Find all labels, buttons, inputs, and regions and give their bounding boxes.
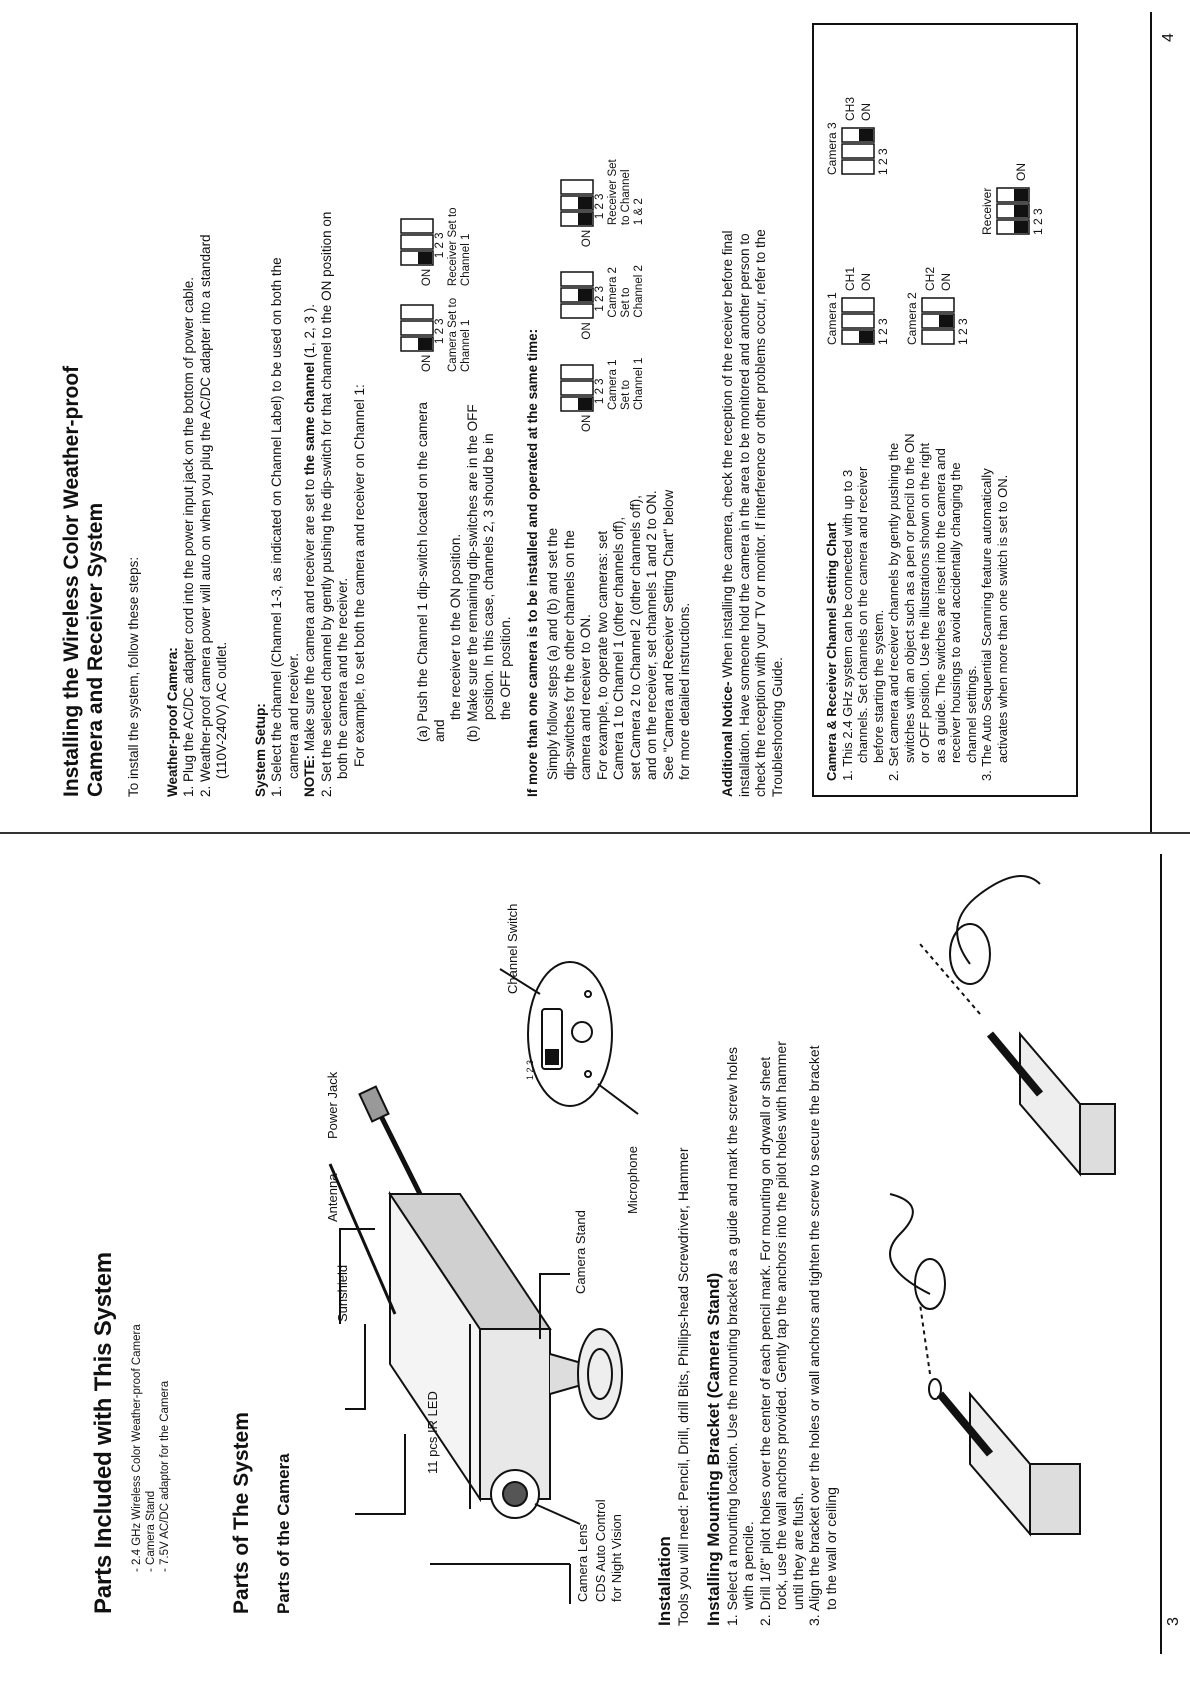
label-channel-switch: Channel Switch [505, 903, 520, 994]
dip-on-label: ON [581, 322, 593, 340]
dip-caption: Receiver Set [607, 159, 619, 226]
dip-nums: 1 2 3 [594, 378, 606, 404]
dip-camera-ch1 [400, 298, 473, 372]
channel-setting-chart-box [812, 23, 1078, 797]
note-label: NOTE: [302, 755, 317, 797]
dip-switch-graphic [560, 179, 594, 227]
chart-nums: 1 2 3 [955, 318, 970, 345]
right-title-line1: Installing the Wireless Color Weather-proof [60, 365, 83, 797]
dip-switch-graphic [841, 297, 875, 345]
dip-caption: to Channel [620, 169, 632, 226]
chart-nums: 1 2 3 [875, 318, 890, 345]
chart-line: or OFF position. Use the illustrations shown on the right [917, 442, 932, 763]
system-setup-heading: System Setup: [252, 703, 268, 797]
parts-item: - 2.4 GHz Wireless Color Weather-proof Camera [131, 1324, 143, 1572]
on-label: ON [859, 103, 873, 121]
chart-camera2-label: Camera 2 [905, 292, 919, 345]
label-power-jack: Power Jack [325, 1071, 340, 1139]
chart-line: as a guide. The switches are inset into the camera and [932, 448, 948, 763]
intro-text: To install the system, follow these steps: [126, 556, 141, 797]
parts-of-system-section [230, 914, 294, 1614]
dip-receiver-ch1 [400, 207, 473, 286]
dip-nums: 1 2 3 [594, 193, 606, 220]
setup-a2: the receiver to the ON position. [448, 533, 463, 720]
on-label: ON [859, 273, 873, 291]
parts-of-system-title: Parts of The System [230, 1412, 253, 1614]
step-line: until they are flush. [789, 1492, 806, 1610]
dip-switch-graphic [400, 304, 434, 352]
chart-line: channels. Set channels on the camera and receiver [855, 466, 870, 763]
parts-included-section [90, 914, 172, 1614]
chart-line: switches with an object such as a pen or pencil to the ON [901, 433, 917, 763]
weatherproof-block [165, 17, 231, 797]
notice-label: Additional Notice- [720, 681, 735, 797]
chart-camera3 [824, 55, 891, 175]
dip-row-channel1 [400, 12, 473, 372]
install-system-section [60, 17, 368, 797]
weatherproof-line: (110V-240V) AC outlet. [214, 641, 229, 779]
notice-line: check the reception with your TV or monitor. If interference or other problems occur, refer to the [753, 229, 768, 797]
label-antenna: Antenna [325, 1173, 340, 1222]
setup-b2: position. In this case, channels 2, 3 should be in [481, 433, 496, 720]
step-line: 1. Select a mounting location. Use the mounting bracket as a guide and mark the screw holes [723, 1047, 740, 1626]
page-number-4: 4 [1160, 33, 1177, 42]
label-switch-numbers: 1 2 3 [525, 1059, 535, 1080]
chart-line: before starting the system. [870, 609, 886, 763]
label-ir-led: 11 pcs IR LED [425, 1391, 440, 1474]
label-microphone: Microphone [625, 1146, 640, 1214]
dip-switch-graphic [921, 297, 955, 345]
chart-line: 2. Set camera and receiver channels by gently pushing the [886, 442, 901, 781]
chart-heading: Camera & Receiver Channel Setting Chart [824, 522, 839, 781]
multi-line: set Camera 2 to Channel 2 (other channels off), [627, 495, 643, 780]
tools-text: Tools you will need: Pencil, Drill, drill Bits, Phillips-head Screwdriver, Hammer [675, 1147, 691, 1626]
dip-caption: Channel 1 [633, 357, 645, 410]
dip-switch-graphic [841, 127, 875, 175]
multi-line: Camera 1 to Channel 1 (other channels off), [611, 516, 626, 780]
notice-line: Troubleshooting Guide. [769, 657, 785, 797]
label-sunshield: Sunshield [335, 1264, 350, 1322]
page-number-3: 3 [1165, 1617, 1182, 1626]
setup-b1: (b) Make sure the remaining dip-switches are in the OFF [464, 404, 480, 742]
dip-switch-graphic [400, 218, 434, 266]
dip-rec12 [560, 159, 646, 247]
dip-on-label: ON [421, 268, 433, 287]
multi-line: For example, to operate two cameras: set [594, 530, 610, 780]
dip-nums: 1 2 3 [434, 232, 446, 259]
weatherproof-line: 2. Weather-proof camera power will auto on when you plug the AC/DC adapter into a standard [197, 234, 213, 797]
label-cds-1: CDS Auto Control [593, 1499, 608, 1602]
note-text: Make sure the camera and receiver are set to [302, 475, 317, 755]
dip-on-label: ON [421, 354, 433, 372]
on-label: ON [939, 273, 953, 291]
setup-line: 1. Select the channel (Channel 1-3, as indicated on Channel Label) to be used on both the [269, 257, 284, 797]
setup-line: 2. Set the selected channel by gently pushing the dip-switch for that channel to the ON position on [318, 211, 334, 797]
dip-switch-graphic [560, 271, 594, 319]
dip-caption: Camera 1 [607, 359, 619, 410]
page-3 [0, 842, 1190, 1684]
dip-caption: Channel 1 [460, 319, 472, 372]
chart-text [824, 371, 1010, 781]
dip-caption: 1 & 2 [633, 198, 645, 226]
dip-on-label: ON [581, 414, 593, 432]
multi-line: dip-switches for the other channels on the [561, 530, 577, 780]
additional-notice [720, 17, 786, 797]
dip-nums: 1 2 3 [434, 318, 446, 344]
chart-receiver [979, 95, 1046, 235]
dip-caption: Channel 2 [633, 265, 645, 318]
dip-switch-graphic [560, 364, 594, 412]
notice-line: When installing the camera, check the reception of the receiver before final [720, 230, 735, 682]
setup-line: camera and receiver. [285, 652, 301, 779]
step-line: 2. Drill 1/8" pilot holes over the center of each pencil mark. For mounting on drywall or sheet [756, 1056, 773, 1626]
dip-caption: Receiver Set to [447, 207, 459, 287]
dip-nums: 1 2 3 [594, 285, 606, 312]
ch2-label: CH2 [922, 266, 937, 291]
parts-item: - 7.5V AC/DC adaptor for the Camera [159, 1380, 171, 1572]
label-cds-2: for Night Vision [609, 1514, 624, 1602]
chart-camera1-label: Camera 1 [825, 292, 839, 345]
setup-b3: the OFF position. [497, 616, 513, 720]
chart-line: channel settings. [963, 665, 979, 763]
parts-of-camera-title: Parts of the Camera [274, 1453, 293, 1614]
chart-line: 1. This 2.4 GHz system can be connected with up to 3 [839, 469, 855, 781]
notice-line: installation. Have someone hold the camera in the area to be monitored and another person to [736, 233, 752, 797]
power-cable [380, 1114, 420, 1194]
system-setup-block [253, 17, 369, 797]
installation-section [655, 866, 839, 1626]
dip-caption: Camera Set to [447, 297, 459, 372]
page-rule [1160, 854, 1162, 1654]
multi-line: and on the receiver, set channels 1 and 2 to ON. [644, 490, 659, 780]
chart-line: activates when more than one switch is set to ON. [994, 474, 1010, 763]
multi-camera-text [545, 440, 694, 780]
setup-note [302, 17, 319, 797]
dip-caption: Set to [620, 379, 632, 410]
ch3-label: CH3 [842, 96, 857, 121]
installation-title: Installation [655, 1536, 674, 1626]
multi-line: See "Camera and Receiver Setting Chart" below [660, 489, 676, 780]
chart-camera2 [904, 235, 971, 345]
multi-heading: If more than one camera is to be installed and operated at the same time: [525, 328, 540, 797]
chart-line: 3. The Auto Sequential Scanning feature automatically [979, 468, 994, 781]
label-camera-lens: Camera Lens [575, 1523, 590, 1602]
chart-receiver-label: Receiver [980, 187, 994, 235]
dip-cam1 [560, 358, 646, 432]
chart-camera3-label: Camera 3 [825, 122, 839, 175]
multi-camera-heading-block [525, 17, 542, 797]
bracket-title: Installing Mounting Bracket (Camera Stand) [703, 1272, 723, 1626]
setup-a1: (a) Push the Channel 1 dip-switch located on the camera and [415, 402, 447, 742]
dip-switch-graphic [996, 187, 1030, 235]
multi-line: for more detailed instructions. [677, 602, 692, 780]
note-bold: the same channel [302, 361, 317, 476]
ch1-label: CH1 [842, 266, 857, 291]
dip-row-two-cameras [560, 12, 646, 432]
dip-caption: Camera 2 [607, 267, 619, 318]
on-label: ON [1014, 163, 1028, 181]
weatherproof-line: 1. Plug the AC/DC adapter cord into the power input jack on the bottom of power cable. [181, 276, 196, 797]
setup-example: For example, to set both the camera and receiver on Channel 1: [351, 384, 367, 767]
right-title-line2: Camera and Receiver System [84, 502, 107, 797]
multi-line: camera and receiver to ON. [578, 614, 593, 780]
weatherproof-heading: Weather-proof Camera: [164, 647, 180, 797]
dip-on-label: ON [581, 229, 593, 248]
parts-item: - Camera Stand [145, 1490, 157, 1572]
chart-nums: 1 2 3 [875, 148, 890, 175]
step-line: to the wall or ceiling [822, 1487, 839, 1610]
mounting-illustration [880, 874, 1120, 1554]
note-end: (1, 2, 3 ). [302, 304, 317, 362]
parts-included-title: Parts Included with This System [90, 1252, 117, 1614]
chart-line: receiver housings to avoid accidentally changing the [948, 462, 963, 763]
chart-camera1 [824, 235, 891, 345]
camera-diagram [320, 924, 640, 1624]
page-rule [1150, 12, 1152, 832]
chart-nums: 1 2 3 [1030, 208, 1045, 235]
label-camera-stand: Camera Stand [573, 1210, 588, 1294]
step-line: with a pencile. [740, 1521, 756, 1610]
dip-caption: Set to [620, 287, 632, 318]
dip-caption: Channel 1 [460, 233, 472, 287]
setup-line: both the camera and the receiver. [335, 577, 350, 779]
setup-ab-block [415, 382, 514, 742]
multi-line: Simply follow steps (a) and (b) and set the [545, 527, 560, 780]
dip-cam2 [560, 265, 646, 339]
step-line: rock, use the wall anchors provided. Gently tap the anchors into the pilot holes with hammer [773, 1041, 789, 1610]
step-line: 3. Align the bracket over the holes or wall anchors and tighten the screw to secure the bracket [806, 1045, 822, 1626]
